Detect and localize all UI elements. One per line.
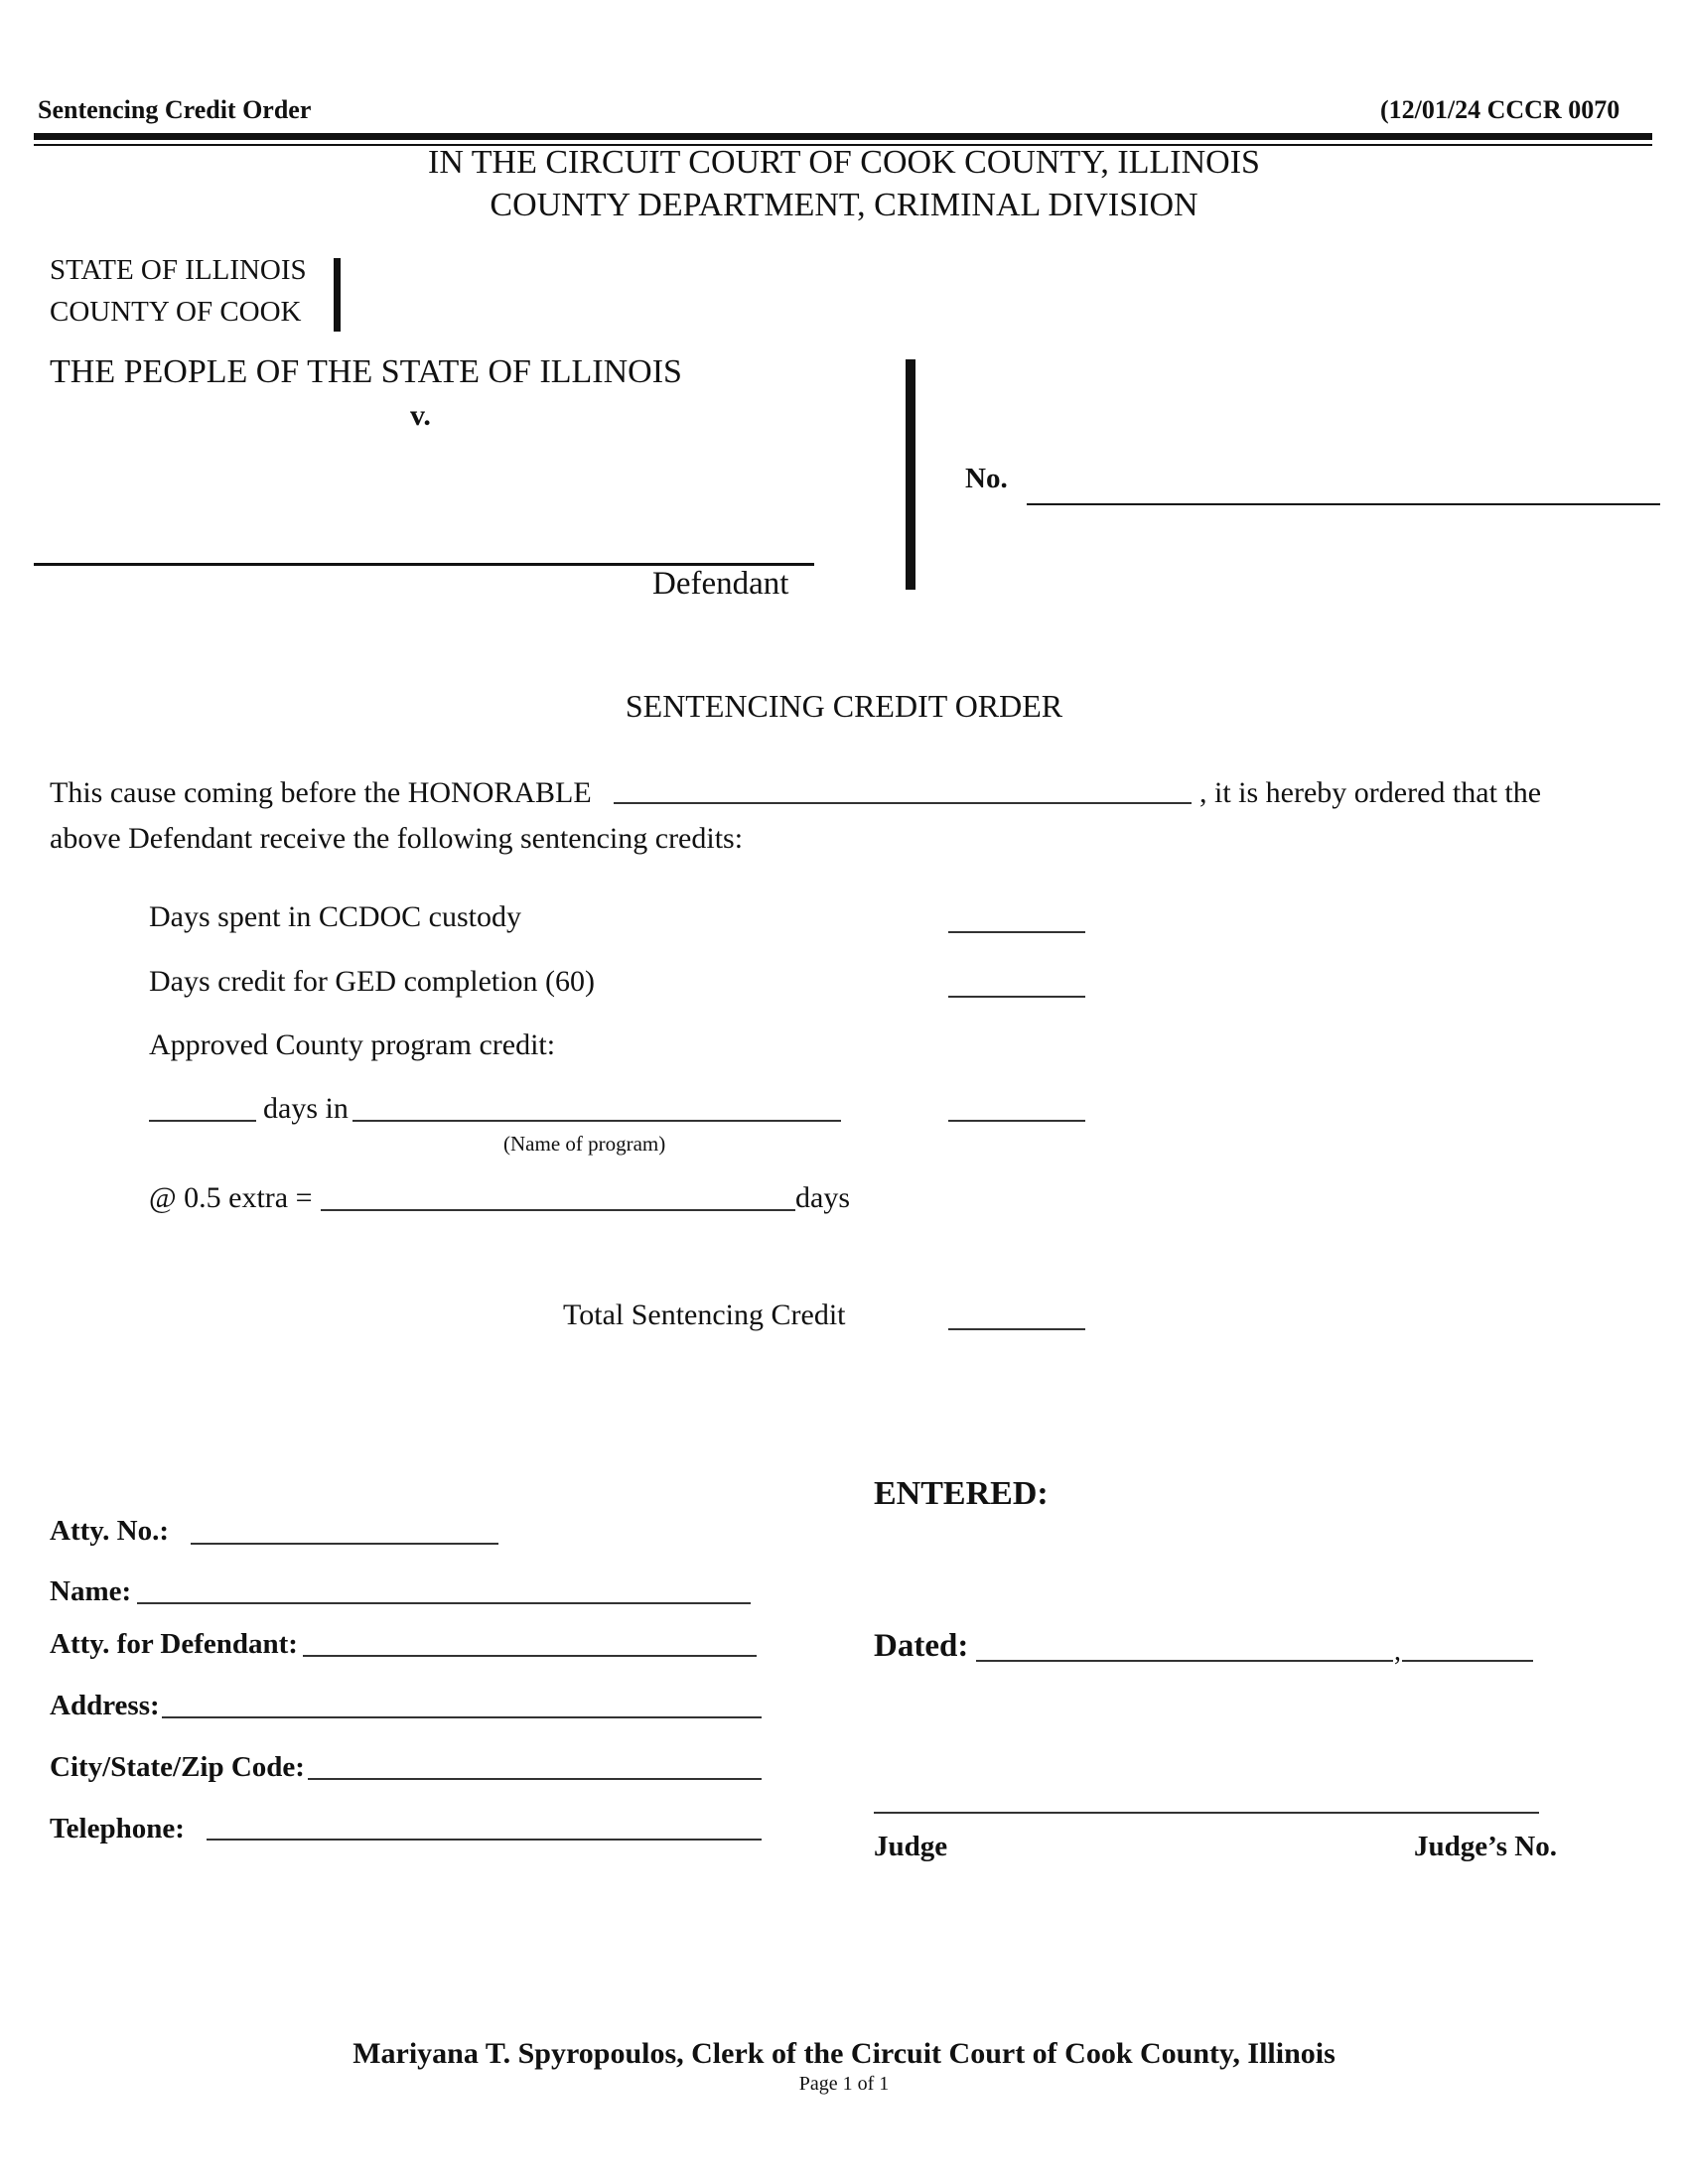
days-in-label: days in <box>263 1092 349 1125</box>
atty-for-defendant-field[interactable] <box>303 1655 757 1657</box>
city-state-zip-field[interactable] <box>308 1778 762 1780</box>
extra-label: @ 0.5 extra = <box>149 1181 313 1214</box>
credit-program-label: Approved County program credit: <box>149 1028 556 1061</box>
dated-comma: , <box>1394 1636 1401 1667</box>
form-code: (12/01/24 CCCR 0070 <box>1380 95 1620 124</box>
versus: v. <box>410 399 431 432</box>
plaintiff-name: THE PEOPLE OF THE STATE OF ILLINOIS <box>50 353 682 390</box>
city-state-zip-label: City/State/Zip Code: <box>50 1751 305 1783</box>
page-number: Page 1 of 1 <box>798 2073 890 2095</box>
program-days-field[interactable] <box>149 1120 256 1122</box>
clerk-footer: Mariyana T. Spyropoulos, Clerk of the Circuit Court of Cook County, Illinois <box>352 2037 1336 2070</box>
dated-year-field[interactable] <box>1402 1660 1533 1662</box>
credit-custody-label: Days spent in CCDOC custody <box>149 900 521 933</box>
total-credit-field[interactable] <box>948 1328 1085 1330</box>
order-title: SENTENCING CREDIT ORDER <box>625 688 1063 724</box>
atty-no-label: Atty. No.: <box>50 1515 170 1547</box>
atty-for-defendant-label: Atty. for Defendant: <box>50 1628 298 1660</box>
custody-days-field[interactable] <box>948 931 1085 933</box>
dated-field[interactable] <box>976 1660 1393 1662</box>
telephone-field[interactable] <box>207 1839 762 1841</box>
total-credit-label: Total Sentencing Credit <box>563 1298 846 1331</box>
ged-days-field[interactable] <box>948 996 1085 998</box>
name-label: Name: <box>50 1575 132 1607</box>
venue-bar <box>334 258 341 332</box>
name-field[interactable] <box>137 1602 751 1604</box>
program-credit-field[interactable] <box>948 1120 1085 1122</box>
atty-no-field[interactable] <box>191 1543 498 1545</box>
judge-no-label: Judge’s No. <box>1414 1831 1557 1862</box>
entered-label: ENTERED: <box>874 1475 1049 1512</box>
intro-text-line2: above Defendant receive the following sentencing credits: <box>50 822 744 855</box>
honorable-judge-field[interactable] <box>614 802 1192 804</box>
case-no-label: No. <box>965 463 1008 494</box>
program-name-hint: (Name of program) <box>503 1132 666 1156</box>
case-number-field[interactable] <box>1027 503 1660 505</box>
judge-label: Judge <box>874 1831 948 1862</box>
intro-text-end: , it is hereby ordered that the <box>1199 776 1542 809</box>
caption-divider-bar <box>906 359 915 590</box>
defendant-label: Defendant <box>652 566 789 602</box>
extra-days-field[interactable] <box>321 1209 795 1211</box>
court-name: IN THE CIRCUIT COURT OF COOK COUNTY, ILLINOIS <box>428 144 1260 181</box>
extra-days-suffix: days <box>795 1181 850 1214</box>
dated-label: Dated: <box>874 1628 969 1664</box>
form-title-header: Sentencing Credit Order <box>38 95 312 124</box>
venue-state: STATE OF ILLINOIS <box>50 254 307 286</box>
header-rule-thick <box>34 133 1652 140</box>
credit-ged-label: Days credit for GED completion (60) <box>149 965 596 998</box>
intro-text-start: This cause coming before the HONORABLE <box>50 776 592 809</box>
venue-county: COUNTY OF COOK <box>50 296 302 328</box>
address-label: Address: <box>50 1690 160 1721</box>
telephone-label: Telephone: <box>50 1813 185 1844</box>
program-name-field[interactable] <box>352 1120 841 1122</box>
court-division: COUNTY DEPARTMENT, CRIMINAL DIVISION <box>490 187 1198 223</box>
judge-signature-line[interactable] <box>874 1812 1539 1814</box>
address-field[interactable] <box>162 1716 762 1718</box>
